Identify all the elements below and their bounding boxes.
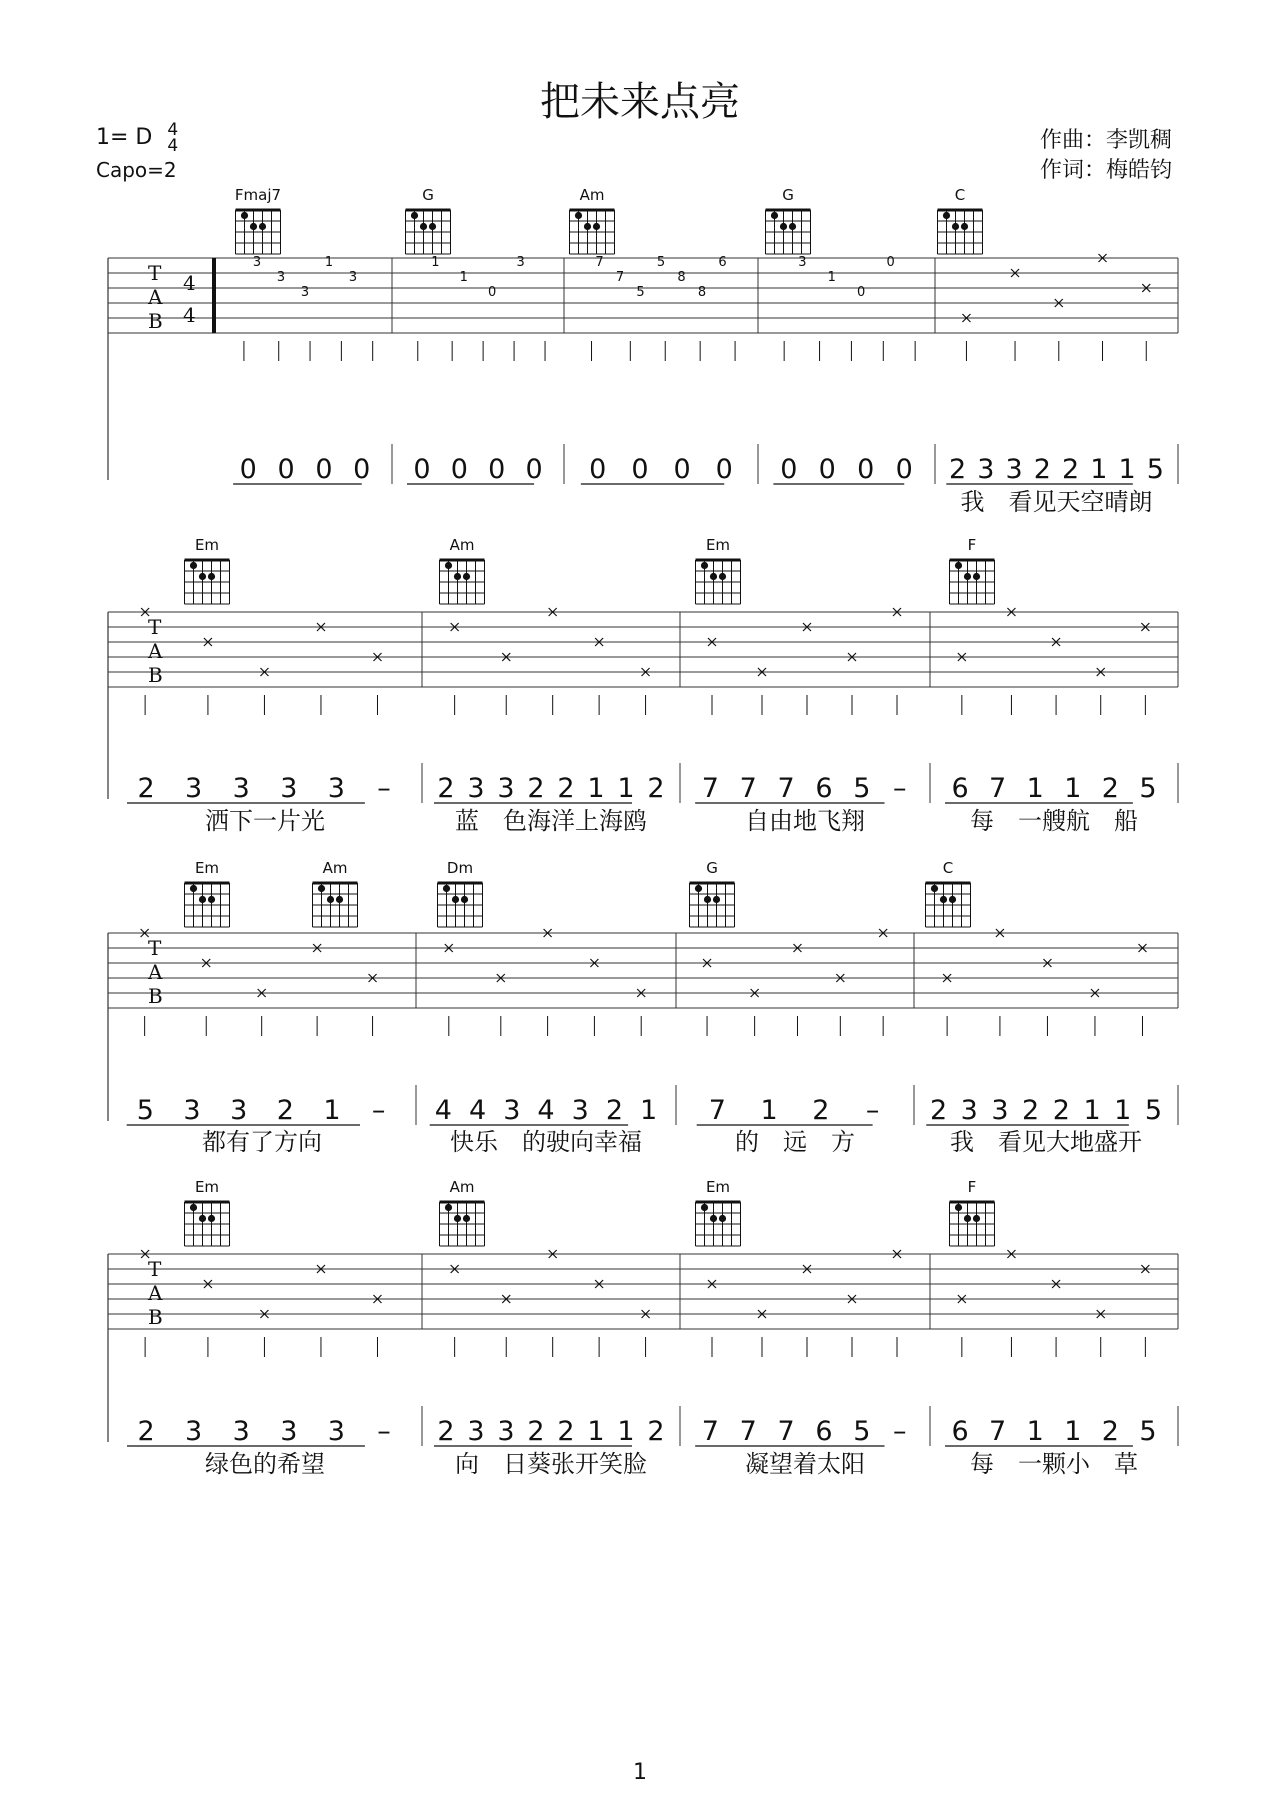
jianpu-note: – bbox=[371, 1095, 386, 1126]
jianpu-note: – bbox=[892, 773, 907, 804]
jianpu-note: 7 bbox=[701, 773, 719, 804]
chord-dot bbox=[961, 223, 968, 230]
tab-fret-number: 8 bbox=[677, 270, 686, 285]
jianpu-note: 2 bbox=[605, 1095, 624, 1126]
chord-name: F bbox=[967, 1178, 977, 1196]
chord-dot bbox=[719, 1215, 726, 1222]
tab-time-bottom: 4 bbox=[183, 303, 196, 327]
jianpu-note: 2 bbox=[557, 1416, 575, 1447]
chord-dot bbox=[719, 573, 726, 580]
chord-dot bbox=[955, 562, 962, 569]
tab-fret-number: 3 bbox=[252, 255, 262, 270]
jianpu-note: 7 bbox=[989, 1416, 1007, 1447]
jianpu-note: 1 bbox=[587, 1416, 605, 1447]
chord-dot bbox=[463, 1215, 470, 1222]
chord-name: Dm bbox=[446, 859, 474, 877]
jianpu-note: 3 bbox=[185, 1416, 203, 1447]
tab-fret-number: 3 bbox=[348, 270, 358, 285]
chord-name: Am bbox=[579, 186, 605, 204]
chord-dot bbox=[208, 573, 215, 580]
chord-diagram-C bbox=[938, 186, 983, 254]
chord-diagram-G bbox=[766, 186, 811, 254]
chord-name: F bbox=[967, 536, 977, 554]
chord-diagram-Am bbox=[313, 859, 358, 927]
chord-diagram-F bbox=[950, 1178, 995, 1246]
jianpu-note: 2 bbox=[647, 1416, 665, 1447]
tab-letter: B bbox=[148, 663, 163, 687]
lyric-line: 我 看见天空晴朗 bbox=[960, 488, 1153, 516]
chord-diagram-Am bbox=[570, 186, 615, 254]
lyric-line: 洒下一片光 bbox=[205, 807, 325, 835]
chord-name: Em bbox=[705, 1178, 731, 1196]
jianpu-note: 1 bbox=[1064, 773, 1082, 804]
chord-dot bbox=[429, 223, 436, 230]
lyric-line: 凝望着太阳 bbox=[745, 1450, 865, 1478]
jianpu-note: 1 bbox=[640, 1095, 658, 1126]
chord-dot bbox=[443, 885, 450, 892]
chord-dot bbox=[199, 1215, 206, 1222]
lyric-line: 我 看见大地盛开 bbox=[950, 1128, 1142, 1156]
tab-letter: A bbox=[148, 960, 163, 984]
tab-fret-number: 6 bbox=[718, 255, 727, 270]
jianpu-note: 3 bbox=[185, 773, 203, 804]
tab-fret-number: 1 bbox=[324, 255, 334, 270]
chord-dot bbox=[318, 885, 325, 892]
chord-name: G bbox=[422, 186, 434, 204]
jianpu-note: 6 bbox=[951, 1416, 969, 1447]
chord-dot bbox=[463, 573, 470, 580]
chord-name: Fmaj7 bbox=[234, 186, 282, 204]
chord-dot bbox=[241, 212, 248, 219]
chord-diagram-Am bbox=[440, 1178, 485, 1246]
chord-name: C bbox=[954, 186, 966, 204]
jianpu-note: 0 bbox=[413, 454, 431, 485]
tab-letter: A bbox=[148, 1281, 163, 1305]
tab-fret-number: 0 bbox=[857, 285, 866, 300]
jianpu-note: – bbox=[865, 1095, 880, 1126]
jianpu-note: 7 bbox=[739, 773, 757, 804]
chord-dot bbox=[955, 1204, 962, 1211]
jianpu-note: 5 bbox=[1144, 1095, 1163, 1126]
chord-dot bbox=[259, 223, 266, 230]
chord-dot bbox=[208, 1215, 215, 1222]
jianpu-note: 0 bbox=[715, 454, 733, 485]
jianpu-note: 3 bbox=[977, 454, 995, 485]
chord-dot bbox=[190, 562, 197, 569]
jianpu-note: 0 bbox=[631, 454, 649, 485]
jianpu-note: 3 bbox=[497, 1416, 515, 1447]
chord-diagram-Em bbox=[696, 536, 741, 604]
chord-dot bbox=[952, 223, 959, 230]
lyric-line: 快乐 的驶向幸福 bbox=[450, 1128, 642, 1156]
chord-name: G bbox=[782, 186, 794, 204]
jianpu-note: 0 bbox=[780, 454, 798, 485]
jianpu-note: 2 bbox=[1033, 454, 1051, 485]
jianpu-note: 1 bbox=[760, 1095, 778, 1126]
tab-fret-number: 1 bbox=[827, 270, 836, 285]
jianpu-note: 7 bbox=[777, 1416, 795, 1447]
jianpu-note: 2 bbox=[527, 1416, 545, 1447]
chord-dot bbox=[452, 896, 459, 903]
chord-dot bbox=[208, 896, 215, 903]
jianpu-note: 1 bbox=[1064, 1416, 1082, 1447]
chord-dot bbox=[701, 562, 708, 569]
jianpu-note: 2 bbox=[1052, 1095, 1070, 1126]
tab-fret-number: 7 bbox=[615, 270, 625, 285]
jianpu-note: 6 bbox=[815, 1416, 833, 1447]
chord-dot bbox=[949, 896, 956, 903]
chord-name: Em bbox=[194, 1178, 220, 1196]
chord-diagram-F bbox=[950, 536, 995, 604]
tab-fret-number: 3 bbox=[276, 270, 286, 285]
jianpu-note: 2 bbox=[557, 773, 575, 804]
tab-fret-number: 5 bbox=[656, 255, 666, 270]
chord-dot bbox=[940, 896, 947, 903]
jianpu-note: 7 bbox=[777, 773, 795, 804]
composer-credit: 作曲：李凯稠 bbox=[1039, 128, 1172, 153]
lyric-line: 蓝 色海洋上海鸥 bbox=[455, 807, 647, 835]
tab-time-top: 4 bbox=[183, 271, 196, 295]
jianpu-note: 2 bbox=[1101, 773, 1119, 804]
jianpu-note: 3 bbox=[280, 773, 298, 804]
jianpu-note: 3 bbox=[280, 1416, 298, 1447]
jianpu-note: 0 bbox=[525, 454, 543, 485]
jianpu-note: 1 bbox=[1090, 454, 1108, 485]
chord-diagram-G bbox=[690, 859, 735, 927]
jianpu-note: 2 bbox=[812, 1095, 830, 1126]
jianpu-note: 6 bbox=[815, 773, 833, 804]
lyric-line: 的 远 方 bbox=[735, 1128, 855, 1156]
jianpu-note: – bbox=[892, 1416, 907, 1447]
jianpu-note: 1 bbox=[617, 773, 635, 804]
chord-diagram-Am bbox=[440, 536, 485, 604]
tab-letter: B bbox=[148, 984, 163, 1008]
jianpu-note: 2 bbox=[437, 773, 455, 804]
chord-dot bbox=[454, 573, 461, 580]
jianpu-note: 5 bbox=[853, 1416, 871, 1447]
jianpu-note: 0 bbox=[488, 454, 506, 485]
jianpu-note: 5 bbox=[136, 1095, 154, 1126]
jianpu-note: 0 bbox=[589, 454, 607, 485]
lyric-line: 都有了方向 bbox=[202, 1128, 322, 1156]
chord-dot bbox=[327, 896, 334, 903]
jianpu-note: 1 bbox=[323, 1095, 341, 1126]
chord-dot bbox=[336, 896, 343, 903]
chord-dot bbox=[593, 223, 600, 230]
jianpu-note: 0 bbox=[818, 454, 836, 485]
key-label: 1= D bbox=[96, 125, 153, 150]
chord-dot bbox=[420, 223, 427, 230]
jianpu-note: 5 bbox=[1139, 1416, 1157, 1447]
chord-name: G bbox=[706, 859, 718, 877]
chord-dot bbox=[575, 212, 582, 219]
jianpu-note: 3 bbox=[503, 1095, 521, 1126]
chord-dot bbox=[190, 885, 197, 892]
jianpu-note: 0 bbox=[315, 454, 333, 485]
jianpu-note: 0 bbox=[353, 454, 371, 485]
jianpu-note: 3 bbox=[467, 773, 485, 804]
chord-diagram-Em bbox=[696, 1178, 741, 1246]
chord-dot bbox=[461, 896, 468, 903]
jianpu-note: 1 bbox=[1026, 1416, 1044, 1447]
jianpu-note: 4 bbox=[537, 1095, 555, 1126]
tab-fret-number: 3 bbox=[798, 255, 807, 270]
chord-diagram-Dm bbox=[438, 859, 483, 927]
chord-dot bbox=[199, 573, 206, 580]
jianpu-note: 7 bbox=[708, 1095, 726, 1126]
chord-name: Am bbox=[322, 859, 348, 877]
jianpu-note: 3 bbox=[991, 1095, 1009, 1126]
chord-dot bbox=[964, 573, 971, 580]
chord-dot bbox=[584, 223, 591, 230]
jianpu-note: 2 bbox=[137, 773, 155, 804]
tab-letter: T bbox=[148, 261, 162, 285]
jianpu-note: 3 bbox=[232, 773, 250, 804]
tab-fret-number: 8 bbox=[697, 285, 707, 300]
jianpu-note: 0 bbox=[450, 454, 468, 485]
jianpu-note: 2 bbox=[1022, 1095, 1040, 1126]
lyric-line: 自由地飞翔 bbox=[745, 807, 865, 835]
tab-fret-number: 3 bbox=[300, 285, 310, 300]
system-4 bbox=[108, 1250, 1178, 1446]
jianpu-note: 1 bbox=[1114, 1095, 1132, 1126]
chord-dot bbox=[973, 1215, 980, 1222]
jianpu-note: 3 bbox=[571, 1095, 589, 1126]
lyric-line: 每 一颗小 草 bbox=[970, 1450, 1138, 1478]
chord-diagram-C bbox=[926, 859, 971, 927]
chord-dot bbox=[973, 573, 980, 580]
chord-diagram-Fmaj7 bbox=[235, 186, 281, 254]
tab-fret-number: 5 bbox=[636, 285, 645, 300]
chord-dot bbox=[710, 1215, 717, 1222]
chord-dot bbox=[771, 212, 778, 219]
chord-diagram-Em bbox=[185, 1178, 230, 1246]
jianpu-note: 1 bbox=[1083, 1095, 1101, 1126]
chord-dot bbox=[780, 223, 787, 230]
chord-diagram-G bbox=[406, 186, 451, 254]
chord-dot bbox=[250, 223, 257, 230]
chord-dot bbox=[190, 1204, 197, 1211]
chord-name: Em bbox=[705, 536, 731, 554]
jianpu-note: 3 bbox=[327, 1416, 345, 1447]
jianpu-note: 2 bbox=[276, 1095, 294, 1126]
jianpu-note: 6 bbox=[951, 773, 969, 804]
jianpu-note: 3 bbox=[230, 1095, 248, 1126]
system-2 bbox=[108, 608, 1178, 803]
chord-dot bbox=[704, 896, 711, 903]
lyricist-credit: 作词：梅皓钧 bbox=[1039, 158, 1172, 183]
chord-dot bbox=[199, 896, 206, 903]
jianpu-note: 2 bbox=[929, 1095, 948, 1126]
lyric-line: 每 一艘航 船 bbox=[970, 807, 1138, 835]
chord-dot bbox=[701, 1204, 708, 1211]
jianpu-note: 4 bbox=[434, 1095, 452, 1126]
jianpu-note: 2 bbox=[137, 1416, 155, 1447]
jianpu-note: 0 bbox=[895, 454, 913, 485]
chord-dot bbox=[713, 896, 720, 903]
chord-dot bbox=[710, 573, 717, 580]
jianpu-note: 2 bbox=[1062, 454, 1080, 485]
jianpu-note: 7 bbox=[701, 1416, 719, 1447]
chord-dot bbox=[964, 1215, 971, 1222]
jianpu-note: 0 bbox=[857, 454, 875, 485]
chord-name: Em bbox=[194, 536, 220, 554]
tab-fret-number: 0 bbox=[886, 255, 895, 270]
jianpu-note: 5 bbox=[1139, 773, 1157, 804]
tab-fret-number: 3 bbox=[516, 255, 525, 270]
tab-letter: T bbox=[148, 1257, 162, 1281]
jianpu-note: 0 bbox=[239, 454, 257, 485]
jianpu-note: 5 bbox=[853, 773, 871, 804]
jianpu-note: 0 bbox=[673, 454, 691, 485]
tab-letter: T bbox=[148, 936, 162, 960]
jianpu-note: 5 bbox=[1146, 454, 1164, 485]
time-sig-top: 4 bbox=[167, 120, 179, 140]
chord-dot bbox=[445, 562, 452, 569]
chord-name: Am bbox=[449, 1178, 475, 1196]
jianpu-note: 0 bbox=[277, 454, 295, 485]
tab-letter: A bbox=[148, 285, 163, 309]
jianpu-note: 2 bbox=[949, 454, 967, 485]
tab-letter: B bbox=[148, 309, 163, 333]
jianpu-note: 3 bbox=[327, 773, 345, 804]
tab-fret-number: 7 bbox=[595, 255, 604, 270]
jianpu-note: 1 bbox=[617, 1416, 635, 1447]
jianpu-note: 2 bbox=[437, 1416, 455, 1447]
jianpu-note: 2 bbox=[527, 773, 545, 804]
jianpu-note: 1 bbox=[1118, 454, 1136, 485]
capo-label: Capo=2 bbox=[96, 158, 177, 182]
jianpu-note: 3 bbox=[183, 1095, 201, 1126]
tab-fret-number: 1 bbox=[459, 270, 468, 285]
tab-letter: T bbox=[148, 615, 162, 639]
chord-name: Em bbox=[194, 859, 220, 877]
jianpu-note: 1 bbox=[587, 773, 605, 804]
jianpu-note: 7 bbox=[989, 773, 1007, 804]
chord-dot bbox=[931, 885, 938, 892]
jianpu-note: 3 bbox=[960, 1095, 978, 1126]
chord-dot bbox=[411, 212, 418, 219]
chord-dot bbox=[789, 223, 796, 230]
chord-dot bbox=[695, 885, 702, 892]
jianpu-note: 4 bbox=[468, 1095, 487, 1126]
chord-dot bbox=[445, 1204, 452, 1211]
chord-dot bbox=[454, 1215, 461, 1222]
page-number: 1 bbox=[633, 1760, 647, 1785]
lyric-line: 向 日葵张开笑脸 bbox=[455, 1450, 647, 1478]
jianpu-note: – bbox=[377, 773, 391, 804]
jianpu-note: 3 bbox=[1005, 454, 1023, 485]
chord-name: Am bbox=[449, 536, 475, 554]
jianpu-note: 2 bbox=[647, 773, 665, 804]
jianpu-note: 2 bbox=[1101, 1416, 1119, 1447]
song-title: 把未来点亮 bbox=[540, 79, 740, 125]
chord-diagram-Em bbox=[185, 536, 230, 604]
chord-dot bbox=[943, 212, 950, 219]
tab-fret-number: 1 bbox=[431, 255, 440, 270]
time-sig-bottom: 4 bbox=[167, 136, 179, 156]
lyric-line: 绿色的希望 bbox=[205, 1450, 325, 1478]
chord-name: C bbox=[942, 859, 954, 877]
jianpu-note: 3 bbox=[232, 1416, 250, 1447]
tab-fret-number: 0 bbox=[488, 285, 497, 300]
tab-letter: B bbox=[148, 1305, 163, 1329]
jianpu-note: 1 bbox=[1026, 773, 1044, 804]
jianpu-note: 7 bbox=[739, 1416, 757, 1447]
jianpu-note: – bbox=[377, 1416, 391, 1447]
jianpu-note: 3 bbox=[467, 1416, 485, 1447]
jianpu-note: 3 bbox=[497, 773, 515, 804]
tab-letter: A bbox=[148, 639, 163, 663]
chord-diagram-Em bbox=[185, 859, 230, 927]
